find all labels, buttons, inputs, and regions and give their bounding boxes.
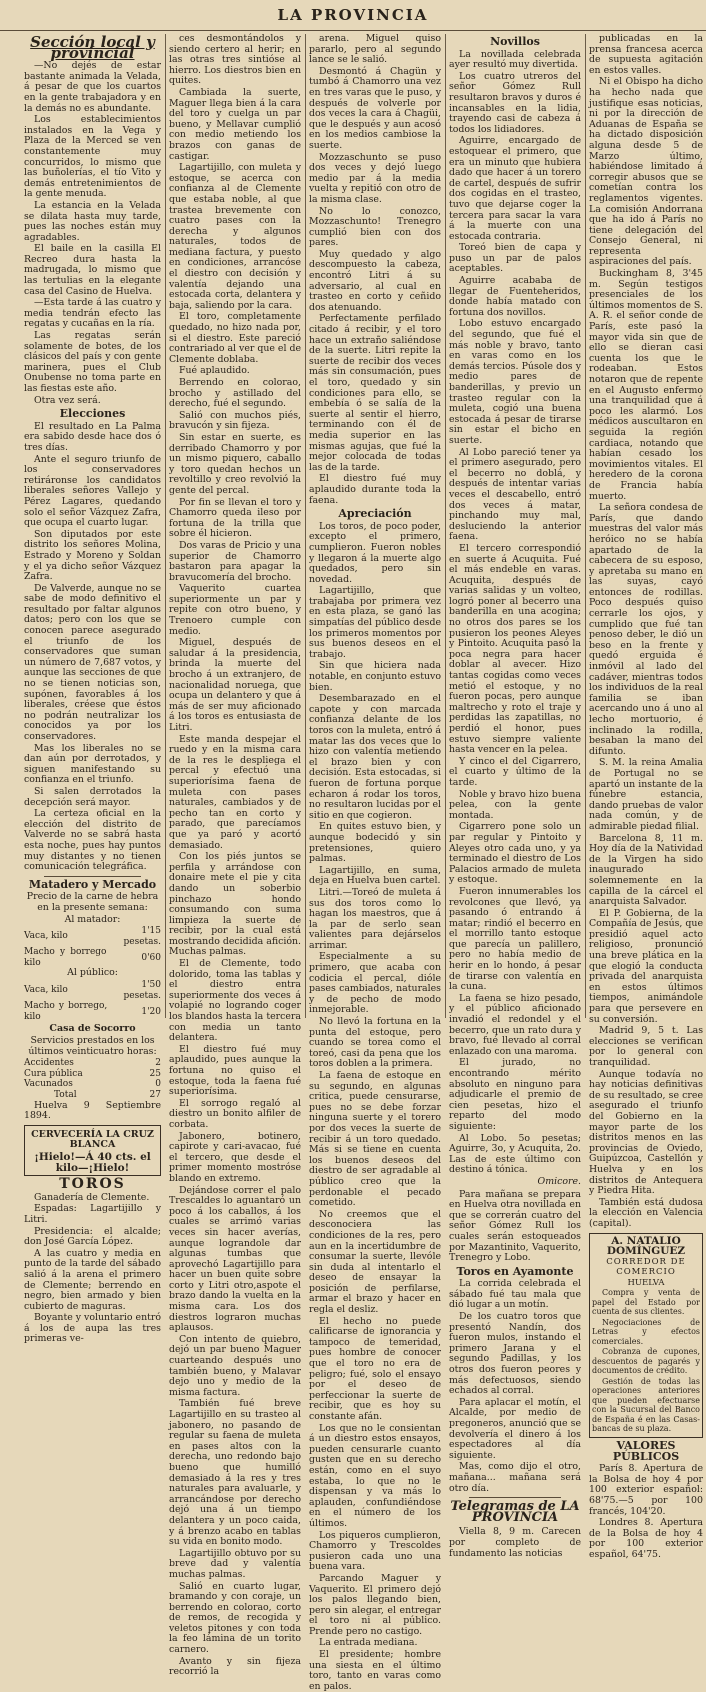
paragraph: Los cuatro utreros del señor Gómez Rull resultaron bravos y duros é incansables en la lidia, trayendo casi de cabeza á todos los lidiadores.	[449, 70, 581, 135]
paragraph: Con los piés juntos se perfila y arrándose con donaire mete el pie y cita dando un soberbio pinchazo hondo consumando con suma limpieza la suerte de recibir, por la cual está mostrando decidida afición. Muchas palmas.	[169, 851, 301, 958]
ad-box	[24, 1125, 161, 1176]
row-value: 1'15 pesetas.	[123, 926, 161, 947]
paragraph: Fueron innumerables los revolcones que llevó, ya pasando ó entrando á matar; rindió el becerro en el morrillo tanto estoque que parecía un palillero, pero no había medio de herir en lo hondo, á pesar de tirarse con valentía en la cuna.	[449, 885, 581, 993]
paragraph: Madrid 9, 5 t. Las elecciones se verifican por lo general con tranquilidad.	[589, 1025, 703, 1068]
row-label: Macho y borrego kilo	[24, 947, 107, 968]
paragraph: También está dudosa la elección en Valencia (capital).	[589, 1196, 703, 1229]
paragraph: El jurado, no encontrando mérito absoluto en ninguno para adjudicarle el premio de cien pesetas, hizo el reparto del modo siguiente:	[449, 1057, 581, 1132]
ad-box	[589, 1233, 703, 1438]
paragraph: Salió con muchos piés, bravucón y sin fijeza.	[169, 409, 301, 432]
paragraph: Los toros, de poco poder, excepto el primero, cumplieron. Fueron nobles y llegaron á la muerte algo quedados, pero sin novedad.	[309, 520, 441, 585]
paragraph: La corrida celebrada el sábado fué tau mala que dió lugar a un motín.	[449, 1278, 581, 1311]
row-label: Macho y borrego, kilo	[24, 1001, 108, 1022]
column-1	[24, 33, 161, 1345]
paragraph: La faena de estoque en su segundo, en algunas critica, puede censurarse, pues no se debe forzar ninguna suerte y el torero por dos veces la suerte de recibir á un toro quedado. Más si se tiene en cuenta los buenos deseos del diestro de ser agradable al público creo que la perdonable el pecado cometido.	[309, 1070, 441, 1209]
heading-ayamonte: Toros en Ayamonte	[456, 1264, 574, 1278]
paragraph: Por fin se llevan el toro y Chamorro queda ileso por fortuna de la trilla que sobre él hicieron.	[169, 496, 301, 540]
paragraph: Aguirre, encargado de estoquear el primero, que era un minuto que hubiera dado que hacer á un torero de cartel, después de sufrir dos cogidas en el trasteo, tuvo que dejarse coger la tercera para sacar la vara á la muerte con una estocada contraria.	[449, 135, 581, 242]
socorro-intro: Servicios prestados en los últimos veinticuatro horas:	[28, 1035, 157, 1057]
paragraph: Las regatas serán solamente de botes, de los clásicos del país y con gente marinera, pues el Club Onubense no toma parte en las fiestas este año.	[24, 330, 161, 394]
paragraph: Vaquerito cuartea superiormente un par y repite con otro bueno, y Trenoero cumple con medio.	[169, 583, 301, 637]
paragraph: El presidente; hombre una siesta en el último toro, tanto en varas como en palos.	[309, 1649, 441, 1692]
paragraph: Lagartijillo, que trabajaba por primera vez en esta plaza, se ganó las simpatías del público desde los primeros momentos por sus buenos deseos en el trabajo.	[309, 585, 441, 660]
row-value: 1'50 pesetas.	[123, 980, 161, 1001]
total-value: 27	[149, 1090, 161, 1100]
paragraph: Parcando Maguer y Vaquerito. El primero dejó los palos llegando bien, pero sin alegar, el entregar el toro ni al público. Prende pero no castigo.	[309, 1572, 441, 1637]
paragraph: S. M. la reina Amalia de Portugal no se apartó un instante de la fúnebre estancia, dando pruebas de valor nada común, y de admirable piedad filial.	[589, 757, 703, 832]
paragraph: El sorrogo regaló al diestro un bonito alfiler de corbata.	[169, 1097, 301, 1130]
paragraph: El hecho no puede calificarse de ignorancia y tampoco de temeridad, pues hombre de conocer que el toro no era de peligro; fué, solo el ensayo por el deseo de perfeccionar la suerte de recibir, que es hoy su constante afán.	[309, 1315, 441, 1422]
paragraph: Ganadería de Clemente.	[34, 1191, 150, 1203]
ad-name: A. NATALIO DOMÍNGUEZ	[606, 1234, 686, 1258]
paragraph: Los piqueros cumplieron, Chamorro y Trescoldes pusieron cada uno una buena vara.	[309, 1529, 441, 1573]
paragraph: Desembarazado en el capote y con marcada confianza delante de los toros con la muleta, entró á matar las dos veces que lo hizo con valentía metiendo el brazo bien y con decisión. Esta estocadas, si fueron de fortuna porque echaron á rodar los toros, no resultaron lucidas por el sitio en que cogieron.	[309, 693, 441, 821]
row-label: Vaca, kilo	[24, 931, 68, 942]
paragraph: Presidencia: el alcalde; don José García López.	[24, 1225, 161, 1248]
page-header	[0, 0, 706, 31]
paragraph: Dos varas de Pricio y una superior de Chamorro bastaron para apagar la bravucomería del brocho.	[169, 539, 301, 583]
heading-socorro: Casa de Socorro	[49, 1023, 136, 1035]
row-value: 2	[155, 1058, 161, 1069]
paragraph: Perfectamente perfilado citado á recibir, y el toro hace un extraño saliéndose de la suerte. Litri repite la suerte de recibir dos veces más sin consumación, pues el toro, quedado y sin condiciones para ello, se embebía ó se salía de la suerte al sentir el hierro, terminando con él de media superior en las mismas agujas, que fué la mejor colocada de todas las de la tarde.	[309, 313, 441, 473]
paragraph: La entrada mediana.	[319, 1637, 418, 1649]
telegram-title: Telegramas de LA PROVINCIA	[450, 1499, 580, 1525]
row-value: 25	[149, 1068, 161, 1079]
paragraph: —No dejés de estar bastante animada la Velada, á pesar de que los cuartos en la gente trabajadora y en la demás no es abundante.	[24, 60, 161, 114]
paragraph: Lagartijillo obtuvo por su breve dad y valentía muchas palmas.	[169, 1547, 301, 1580]
paragraph: La certeza oficial en la elección del distrito de Valverde no se sabrá hasta esta noche, pues hay puntos muy distantes y no tienen comunicación telegráfica.	[24, 808, 161, 873]
row-label: Cura pública	[24, 1068, 83, 1079]
market-label-matador: Al matador:	[64, 913, 121, 925]
paragraph: Cobranza de cupones, descuentos de pagarés y documentos de crédito.	[592, 1347, 700, 1376]
paragraph: Berrendo en colorao, brocho y astillado del derecho, fué el segundo.	[169, 377, 301, 410]
paragraph: La faena se hizo pesado, y el público aficionado invadió el redondel y el becerro, que un rato dura y bravo, fué llevado al corral enlazado con una maroma.	[449, 992, 581, 1057]
table-row	[24, 947, 161, 968]
paragraph: Aguirre acababa de llegar de Fuenteheridos, donde había matado con fortuna dos novillos.	[449, 275, 581, 318]
table-row	[24, 1069, 161, 1080]
paragraph: Con intento de quiebro, dejó un par bueno Maguer cuarteando después uno también bueno, y Malavar dejo uno y medio de la misma factura.	[169, 1333, 301, 1398]
paragraph: El resultado en La Palma era sabido desde hace dos ó tres días.	[24, 420, 161, 453]
paragraph: Son diputados por este distrito los señores Molina, Estrado y Moreno y Soldan y el ya dicho señor Vázquez Zafra.	[24, 528, 161, 583]
paragraph: Fué aplaudido.	[179, 365, 250, 377]
paragraph: Los establecimientos instalados en la Vega y Plaza de la Merced se ven constantemente muy concurridos, lo mismo que las buñolerías, el tío Vito y demás entretenimientos de la gente menuda.	[24, 114, 161, 200]
table-row	[24, 1058, 161, 1069]
paragraph: Cigarrero pone solo un par regular y Pintoito y Aleyes otro cada uno, y ya terminado el diestro de Los Palacios armado de muleta y estoque.	[449, 821, 581, 886]
paragraph: Al Lobo pareció tener ya el primero asegurado, pero el becerro no doblá, y después de intentar varias veces el descabello, entró dos veces á matar, pinchando muy mal, desluciendo la anterior faena.	[449, 446, 581, 543]
paragraph: El tercero correspondió en suerte á Acuquita. Fué el más endeble en varas. Acuquita, después de varias salidas y un volteo, logró poner al becerro una banderilla en una acogina; no otros dos pares se los pusieron los peones Aleyes y Pintoito. Acuquita pasó la poca negra para hacer doblar al avecer. Hizo tantas cogidas como veces metió el estoque, y no fueron pocas, pero aunque maltrecho y roto el traje y perdidas las zapatillas, no perdió el honor, pues estuvo siempre valiente hasta vencer en la pelea.	[449, 542, 581, 756]
row-label: Accidentes	[24, 1058, 74, 1069]
paragraph: Lobo estuvo encargado del segundo, que fué el más noble y bravo, tanto en varas como en los demás tercios. Púsole dos y medio pares de banderillas, y previo un trasteo regular con la muleta, cogió una buena estocada á pesar de tirarse sin estar el bicho en suerte.	[449, 318, 581, 446]
paragraph: Litri.—Toreó de muleta á sus dos toros como lo hagan los maestros, que á la par de serlo sean valientes para dejárselos arrimar.	[309, 886, 441, 951]
table-row	[24, 1079, 161, 1090]
paragraph: Mas, como dijo el otro, mañana... mañana será otro día.	[449, 1461, 581, 1494]
column-4	[449, 34, 581, 1559]
paragraph: Aunque todavía no hay noticias definitivas de su resultado, se cree asegurado el triunfo del Gobierno en la mayor parte de los distritos menos en las provincias de Oviedo, Guipúzcoa, Castellón y Huelva y en los distritos de Antequera y Piedra Hita.	[589, 1068, 703, 1197]
table-row	[24, 926, 161, 947]
heading-matadero: Matadero y Mercado	[28, 877, 157, 891]
paragraph: En quites estuvo bien, y aunque bodecidó y sin pretensiones, quiero palmas.	[309, 821, 441, 865]
paragraph: ces desmontándolos y siendo certero al herir; en las otras tres sintióse al hierro. Los diestros bien en quites.	[169, 33, 301, 87]
paragraph: El de Clemente, todo dolorido, toma las tablas y el diestro entra superiormente dos veces á volapié no logrando coger los blandos hasta la tercera con media un tanto delantera.	[169, 958, 301, 1044]
paragraph: El diestro fué muy aplaudido, pues aunque la fortuna no quiso el estoque, toda la faena fué superiorísima.	[169, 1043, 301, 1098]
row-label: Vacunados	[24, 1079, 73, 1090]
paragraph: —Esta tarde á las cuatro y media tendrán efecto las regatas y cucañas en la ría.	[24, 297, 161, 330]
paragraph: Desmontó á Chagün y tumbó á Chamorro una vez en tres varas que le puso, y después de volverle por dos veces la cara á Chagüi, que le después y aun acosó en los medios cambiose la suerte.	[309, 65, 441, 151]
paragraph: El diestro fué muy aplaudido durante toda la faena.	[309, 473, 441, 506]
paragraph: Este manda despejar el ruedo y en la misma cara de la res le despliega el percal y efectuó una superiorísima faena de muleta con pases naturales, cambiados y de pecho tan en corto y parado, que parecíamos que ya paró y acortó demasiado.	[169, 733, 301, 851]
column-2	[169, 33, 301, 1678]
ad-text: ¡Hielo!—Á 40 cts. el kilo—¡Hielo!	[34, 1150, 151, 1174]
paragraph: Miguel, después de saludar á la presidencia, brinda la muerte del brocho á un extranjero, de nacionalidad noruega, que ocupa un delantero y que á más de ser muy aficionado á los toros es entusiasta de Litri.	[169, 637, 301, 733]
heading-valores: VALORES PÚBLICOS	[612, 1438, 680, 1463]
ad-heading: CERVECERÍA LA CRUZ BLANCA	[31, 1128, 154, 1151]
paragraph: Sin estar en suerte, es derribado Chamorro y por un mismo piquero, caballo y toro quedan hechos un revoltillo y creo revolvió la gente del percal.	[169, 431, 301, 496]
socorro-total	[24, 1090, 161, 1101]
paragraph: Al Lobo. 5o pesetas; Aguirre, 3o, y Acuquita, 2o. Las de este último con destino á tónica.	[449, 1132, 581, 1176]
paragraph: Gestión de todas las operaciones anteriores que pueden efectuarse con la Sucursal del Banco de España é en las Casas-bancas de su plaza.	[592, 1376, 700, 1434]
socorro-table	[24, 1058, 161, 1090]
heading-apreciacion: Apreciación	[338, 507, 412, 521]
paragraph: Otra vez será.	[34, 394, 101, 406]
column-rule	[305, 34, 306, 1018]
paragraph: De Valverde, aunque no se sabe de modo definitivo el resultado por faltar algunos datos; pero con los que se conocen parece asegurado el triunfo de los conservadores que suman un número de 7,687 votos, y aunque las secciones de que no se tienen noticias son, supónen, favorables á los liberales, créese que éstos no podrán neutralizar los conocidos ya por los conservadores.	[24, 582, 161, 742]
paragraph: Londres 8. Apertura de la Bolsa de hoy 4 por 100 exterior español, 64'75.	[589, 1517, 703, 1560]
paragraph: Salió en cuarto lugar, bramando y con coraje, un berrendo en colorao, corto de remos, de recogida y veletos pitones y con toda la feo lámina de un torito carnero.	[169, 1580, 301, 1656]
paragraph: Toreó bien de capa y puso un par de palos aceptables.	[449, 242, 581, 275]
paragraph: No llevó la fortuna en la punta del estoque, pero cuando se torea como el toreó, casi da pena que los toros doblen a la primera.	[309, 1016, 441, 1070]
column-rule	[585, 34, 586, 1018]
paragraph: Ni el Obispo ha dicho ha hecho nada que justifique esas noticias, ni por la dirección de Aduanas de España se ha dictado disposición alguna desde 5 de Marzo último, habiéndose limitado á corregir abusos que se cometían contra los reglamentos vigentes. La comisión Andorrana que ha ido á París no tiene delegación del Consejo General, ni representa aspiraciones del país.	[589, 76, 703, 268]
telegram-text: Viella 8, 9 m. Carecen por completo de fundamento las noticias	[449, 1526, 581, 1559]
row-value: 0	[155, 1079, 161, 1090]
paragraph: publicadas en la prensa francesa acerca de supuesta agitación en estos valles.	[589, 33, 703, 76]
signature: Omicore.	[537, 1175, 581, 1187]
paragraph: Para aplacar el motín, el Alcalde, por medio de pregoneros, anunció que se devolvería el dinero á los espectadores al día siguiente.	[449, 1396, 581, 1461]
paragraph: No creemos que el desconociera las condiciones de la res, pero aun en la incertidumbre de consumar la suerte, llevóle sin duda al intentarlo el deseo de ensayar la posición de perfilarse, armar el brazo y hacer en regla el desliz.	[309, 1208, 441, 1316]
paragraph: Sin que hiciera nada notable, en conjunto estuvo bien.	[309, 660, 441, 693]
paragraph: Lagartijillo, en suma, deja en Huelva buen cartel.	[309, 864, 441, 887]
paragraph: Lagartijillo, con muleta y estoque, se acerca con confianza al de Clemente que estaba noble, al que trastea brevemente con cuatro pases con la derecha y algunos naturales, todos de mediana factura, y puesto en condiciones, arrancóse el diestro con decisión y valentía dejando una estocada corta, delantera y baja, saliendo por la cara.	[169, 162, 301, 311]
heading-toros: TOROS	[59, 1176, 126, 1193]
column-rule	[445, 34, 446, 1018]
paragraph: La estancia en la Velada se dilata hasta muy tarde, pues las noches están muy agradables.	[24, 199, 161, 243]
market-intro: Precio de la carne de hebra en la presente semana:	[26, 891, 159, 913]
paragraph: Especialmente a su primero, que acaba con codicia el percal, dióle pases cambiados, naturales y de pecho de modo inmejorable.	[309, 951, 441, 1016]
paragraph: A las cuatro y media en punto de la tarde del sábado salió á la arena el primero de Clemente; berrendo en negro, bien armado y bien cubierto de maguras.	[24, 1247, 161, 1312]
paragraph: También fué breve Lagartijillo en su trasteo al jabonero, no pasando de regular su faena de muleta en pases altos con la derecha, uno redondo bajo bueno que humilló demasiado á la res y tres naturales para avaluarle, y arrancándose por derecho dejó una á un tiempo delantera y un poco caida, y á brenzo acabo en tablas su vida en bonito modo.	[169, 1398, 301, 1548]
paragraph: La novillada celebrada ayer resultó muy divertida.	[449, 48, 581, 71]
paragraph: París 8. Apertura de la Bolsa de hoy 4 por 100 exterior español: 68'75.—5 por 100 francés, 104'20.	[589, 1463, 703, 1517]
row-label: Vaca, kilo	[24, 985, 68, 996]
heading-elecciones: Elecciones	[59, 407, 126, 421]
paragraph: Dejándose correr el palo Trescaldes lo aguantaró un poco á los caballos, á los cuales se arrimó varias veces sin hacer averías, aunque lograndole dar algunas tumbas que aprovechó Lagartijillo para hacer un buen quite sobre corto y Litri otro,aspote el brazo dando la vuelta en la misma cara. Los dos diestros lograron muchas aplausos.	[169, 1184, 301, 1334]
table-row	[24, 1001, 161, 1022]
paragraph: Boyante y voluntario entró á los de aupa las tres primeras ve-	[24, 1312, 161, 1345]
paragraph: Ante el seguro triunfo de los conservadores retiráronse los candidatos liberales señores Vallejo y Pérez Lagares, quedando solo el señor Vázquez Zafra, que ocupa el cuarto lugar.	[24, 453, 161, 529]
paragraph: Noble y bravo hizo buena pelea, con la gente montada.	[449, 788, 581, 821]
paragraph: Avanto y sin fijeza recorrió la	[169, 1655, 301, 1678]
paragraph: De los cuatro toros que presentó Nandín, dos fueron mulos, instando el primero Jarana y el segundo Padillas, y los otros dos fueron peores y más defectuosos, siendo echados al corral.	[449, 1311, 581, 1397]
paragraph: El P. Gobierna, de la Compañía de Jesús, que presidió aquel acto religioso, pronunció una breve plática en la que elogió la conducta privada del anarquista en estos últimos tiempos, animándole para que persevere en su conversión.	[589, 907, 703, 1025]
paragraph: Buckingham 8, 3'45 m. Según testigos presenciales de los últimos momentos de S. A. R. el señor conde de París, este pasó la mayor vida sin que de ello se dieran casi cuenta los que le rodeaban. Estos notaron que de repente en el Augusto enfermo una tranquilidad que á poco les alarmó. Los médicos auscultaron en seguida la región cardiaca, notando que habían cesado los movimientos vitales. El heredero de la corona de Francia había muerto.	[589, 268, 703, 502]
column-5	[589, 33, 703, 1560]
paragraph: Muy quedado y algo descompuesto la cabeza, encontró Litri á su adversario, al cual en trasteo en corto y ceñido dos atenuando.	[309, 248, 441, 313]
paragraph: Negociaciones de Letras y efectos comerciales.	[592, 1317, 700, 1346]
paragraph: Y cinco el del Cigarrero, el cuarto y último de la tarde.	[449, 755, 581, 788]
market-table	[24, 926, 161, 968]
column-rule	[165, 34, 166, 1018]
dateline: Huelva 9 Septiembre 1894.	[24, 1099, 161, 1122]
paragraph: Espadas: Lagartijillo y Litri.	[24, 1203, 161, 1225]
table-row	[24, 980, 161, 1001]
paragraph: Mas los liberales no se dan aún por derrotados, y siguen manifestando su confianza en el triunfo.	[24, 742, 161, 786]
paragraph: Mozzaschunto se puso dos veces y dejó luego medio par á la media vuelta y repitió con otro de la misma clase.	[309, 151, 441, 205]
row-value: 1'20	[141, 1006, 161, 1017]
ad-role: CORREDOR DE COMERCIO	[606, 1256, 686, 1278]
paragraph: Los que no le consientan á un diestro estos ensayos, pueden censurarle cuanto gusten que en su derecho están, como en el suyo estaba, lo que no le dispensan y va más lo aplauden, confundiéndose en el número de los últimos.	[309, 1422, 441, 1529]
column-3	[309, 33, 441, 1692]
total-label: Total	[54, 1090, 77, 1100]
section-title: Sección local y provincial	[30, 33, 155, 62]
heading-novillos: Novillos	[490, 35, 540, 48]
paragraph: No lo conozco, Mozzaschunto! Trenegro cumplió bien con dos pares.	[309, 205, 441, 249]
paragraph: El baile en la casilla El Recreo dura hasta la madrugada, lo mismo que las tertulias en la elegante casa del Casino de Huelva.	[24, 243, 161, 297]
market-table	[24, 980, 161, 1022]
paragraph: Compra y venta de papel del Estado por cuenta de sus clientes.	[592, 1288, 700, 1317]
paragraph: La señora condesa de París, que dando muestras del valor más heróico no se había apartado de la cabecera de su esposo, y apretaba su mano en las suyas, cayó entonces de rodillas. Poco después quiso cerrarle los ojos, y cumplido que fué tan penoso deber, le dió un beso en la frente y quedó erguida é inmóvil al lado del cadáver, mientras todos los individuos de la real familia se iban acercando uno á uno al lecho mortuorio, é inclinado la rodilla, besaban la mano del difunto.	[589, 502, 703, 757]
paragraph: Si salen derrotados la decepción será mayor.	[24, 785, 161, 808]
paragraph: Jabonero, botinero, capirote y cari-avacao, fué el tercero, que desde el primer momento mostróse blando en extremo.	[169, 1130, 301, 1184]
masthead: LA PROVINCIA	[277, 6, 429, 24]
paragraph: Cambiada la suerte, Maguer llega bien á la cara del toro y cuelga un par bueno, y Mellavar cumplió con medio metiendo los brazos con ganas de castigar.	[169, 86, 301, 162]
paragraph: arena. Miguel quiso pararlo, pero al segundo lance se le salió.	[309, 33, 441, 66]
paragraph: El toro, completamente quedado, no hizo nada por, si el diestro. Este pareció contrariado al ver que el de Clemente doblaba.	[169, 311, 301, 365]
ad-city: HUELVA	[627, 1277, 665, 1288]
row-value: 0'60	[141, 952, 161, 963]
paragraph: Barcelona 8, 11 m. Hoy día de la Natividad de la Virgen ha sido inaugurado solemnemente en la capilla de la cárcel el anarquista Salvador.	[589, 832, 703, 908]
paragraph: Para mañana se prepara en Huelva otra novillada en que se correrán cuatro del señor Gómez Rull los cuales serán estoqueados por Mazantinito, Vaquerito, Trenegro y Lobo.	[449, 1188, 581, 1264]
market-label-publico: Al público:	[67, 967, 118, 979]
